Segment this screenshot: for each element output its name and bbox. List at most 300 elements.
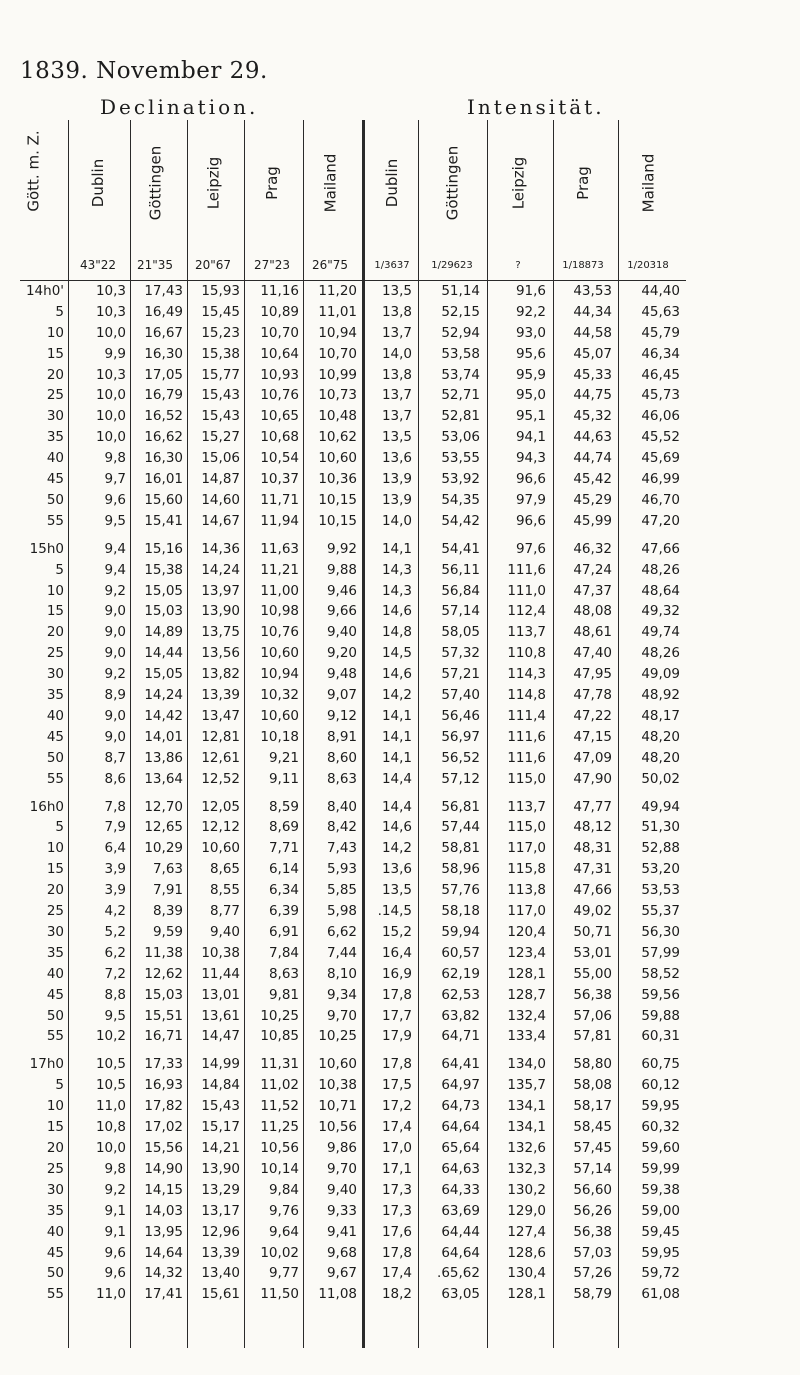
value-cell: 14,6 (381, 603, 412, 619)
value-cell: 15,77 (201, 367, 240, 383)
value-cell: 127,4 (507, 1224, 546, 1240)
value-cell: 56,30 (641, 924, 680, 940)
value-cell: 95,6 (515, 346, 546, 362)
value-cell: 10,94 (318, 325, 357, 341)
value-cell: 56,38 (573, 1224, 612, 1240)
value-cell: 10,32 (260, 687, 299, 703)
value-cell: 13,8 (381, 367, 412, 383)
value-cell: 64,41 (441, 1056, 480, 1072)
value-cell: 16,52 (144, 408, 183, 424)
value-cell: 58,05 (441, 624, 480, 640)
value-cell: 13,40 (201, 1265, 240, 1281)
value-cell: 56,26 (573, 1203, 612, 1219)
value-cell: 59,99 (641, 1161, 680, 1177)
value-cell: 92,2 (515, 304, 546, 320)
value-cell: 6,62 (326, 924, 357, 940)
value-cell: 10,36 (318, 471, 357, 487)
value-cell: 44,75 (573, 387, 612, 403)
value-cell: 9,1 (104, 1224, 126, 1240)
value-cell: 9,6 (104, 1245, 126, 1261)
value-cell: 54,42 (441, 513, 480, 529)
value-cell: 60,32 (641, 1119, 680, 1135)
value-cell: 55,37 (641, 903, 680, 919)
time-cell: 40 (46, 708, 64, 724)
value-cell: 17,05 (144, 367, 183, 383)
column-header-label: Leipzig (204, 156, 223, 209)
column-header-label: Dublin (89, 158, 108, 207)
value-cell: 14,3 (381, 583, 412, 599)
value-cell: 10,68 (260, 429, 299, 445)
value-cell: 47,37 (573, 583, 612, 599)
page-title: 1839. November 29. (20, 58, 268, 84)
column-header-label: Mailand (639, 153, 658, 212)
value-cell: 12,65 (144, 819, 183, 835)
value-cell: 13,95 (144, 1224, 183, 1240)
value-cell: 14,24 (201, 562, 240, 578)
value-cell: 11,08 (318, 1286, 357, 1302)
value-cell: 14,1 (381, 729, 412, 745)
value-cell: 59,72 (641, 1265, 680, 1281)
value-cell: 10,38 (201, 945, 240, 961)
value-cell: 8,63 (268, 966, 299, 982)
value-cell: 57,32 (441, 645, 480, 661)
value-cell: 11,16 (260, 283, 299, 299)
value-cell: 10,2 (95, 1028, 126, 1044)
value-cell: 57,14 (441, 603, 480, 619)
value-cell: 111,6 (507, 750, 546, 766)
value-cell: 14,90 (144, 1161, 183, 1177)
value-cell: 15,27 (201, 429, 240, 445)
value-cell: 45,73 (641, 387, 680, 403)
value-cell: 14,8 (381, 624, 412, 640)
value-cell: 13,7 (381, 325, 412, 341)
value-cell: 46,99 (641, 471, 680, 487)
value-cell: 62,53 (441, 987, 480, 1003)
intensity-group-header: Intensität. (467, 95, 605, 119)
value-cell: 64,73 (441, 1098, 480, 1114)
column-header-label: Gött. m. Z. (25, 129, 44, 212)
time-cell: 10 (46, 840, 64, 856)
value-cell: 111,4 (507, 708, 546, 724)
value-cell: 4,2 (104, 903, 126, 919)
value-cell: 10,71 (318, 1098, 357, 1114)
value-cell: 9,92 (326, 541, 357, 557)
value-cell: 95,0 (515, 387, 546, 403)
value-cell: 15,51 (144, 1008, 183, 1024)
value-cell: 13,7 (381, 387, 412, 403)
value-cell: 46,70 (641, 492, 680, 508)
time-cell: 10 (46, 325, 64, 341)
value-cell: 9,40 (326, 1182, 357, 1198)
value-cell: 9,77 (268, 1265, 299, 1281)
value-cell: 13,47 (201, 708, 240, 724)
value-cell: 13,29 (201, 1182, 240, 1198)
value-cell: 51,14 (441, 283, 480, 299)
value-cell: 13,5 (381, 429, 412, 445)
value-cell: 10,54 (260, 450, 299, 466)
time-cell: 20 (46, 1140, 64, 1156)
value-cell: 111,0 (507, 583, 546, 599)
value-cell: 56,52 (441, 750, 480, 766)
value-cell: 47,15 (573, 729, 612, 745)
time-cell: 16h0 (29, 799, 64, 815)
value-cell: 63,82 (441, 1008, 480, 1024)
value-cell: 15,17 (201, 1119, 240, 1135)
value-cell: 47,09 (573, 750, 612, 766)
value-cell: 5,93 (326, 861, 357, 877)
value-cell: 56,84 (441, 583, 480, 599)
value-cell: 64,63 (441, 1161, 480, 1177)
value-cell: 16,62 (144, 429, 183, 445)
column-header (315, 120, 345, 245)
value-cell: 11,20 (318, 283, 357, 299)
time-cell: 30 (46, 924, 64, 940)
value-cell: 12,05 (201, 799, 240, 815)
value-cell: 49,74 (641, 624, 680, 640)
value-cell: 8,7 (104, 750, 126, 766)
value-cell: 53,55 (441, 450, 480, 466)
value-cell: 49,94 (641, 799, 680, 815)
value-cell: 17,41 (144, 1286, 183, 1302)
time-cell: 15 (46, 861, 64, 877)
value-cell: 14,47 (201, 1028, 240, 1044)
column-header (568, 120, 598, 245)
value-cell: 8,91 (326, 729, 357, 745)
value-cell: 3,9 (104, 882, 126, 898)
time-cell: 50 (46, 492, 64, 508)
value-cell: 13,17 (201, 1203, 240, 1219)
value-cell: 8,40 (326, 799, 357, 815)
time-cell: 45 (46, 1245, 64, 1261)
value-cell: 9,0 (104, 624, 126, 640)
value-cell: 13,8 (381, 304, 412, 320)
value-cell: 53,01 (573, 945, 612, 961)
value-cell: 64,97 (441, 1077, 480, 1093)
value-cell: 17,2 (381, 1098, 412, 1114)
value-cell: 64,71 (441, 1028, 480, 1044)
value-cell: 58,18 (441, 903, 480, 919)
value-cell: 16,4 (381, 945, 412, 961)
value-cell: 49,09 (641, 666, 680, 682)
value-cell: 14,84 (201, 1077, 240, 1093)
value-cell: 53,53 (641, 882, 680, 898)
value-cell: 94,1 (515, 429, 546, 445)
value-cell: 47,66 (573, 882, 612, 898)
time-cell: 35 (46, 945, 64, 961)
value-cell: 14,03 (144, 1203, 183, 1219)
value-cell: 9,66 (326, 603, 357, 619)
value-cell: 9,2 (104, 1182, 126, 1198)
value-cell: 17,8 (381, 1245, 412, 1261)
value-cell: 13,9 (381, 471, 412, 487)
value-cell: 10,0 (95, 1140, 126, 1156)
value-cell: 15,03 (144, 603, 183, 619)
value-cell: 17,33 (144, 1056, 183, 1072)
column-scale-value: 20"67 (194, 258, 232, 272)
value-cell: 48,31 (573, 840, 612, 856)
value-cell: 16,71 (144, 1028, 183, 1044)
value-cell: 17,8 (381, 1056, 412, 1072)
value-cell: 17,4 (381, 1119, 412, 1135)
time-cell: 30 (46, 408, 64, 424)
value-cell: 15,43 (201, 408, 240, 424)
value-cell: 128,6 (507, 1245, 546, 1261)
time-cell: 35 (46, 1203, 64, 1219)
value-cell: 14,1 (381, 708, 412, 724)
column-scale-value: 43"22 (79, 258, 117, 272)
value-cell: 17,7 (381, 1008, 412, 1024)
value-cell: 45,33 (573, 367, 612, 383)
value-cell: 10,56 (260, 1140, 299, 1156)
value-cell: 12,81 (201, 729, 240, 745)
value-cell: 10,0 (95, 408, 126, 424)
value-cell: 45,07 (573, 346, 612, 362)
value-cell: 48,92 (641, 687, 680, 703)
value-cell: 17,4 (381, 1265, 412, 1281)
value-cell: 9,2 (104, 583, 126, 599)
value-cell: 111,6 (507, 562, 546, 578)
value-cell: 9,21 (268, 750, 299, 766)
value-cell: 56,81 (441, 799, 480, 815)
value-cell: 63,69 (441, 1203, 480, 1219)
value-cell: 58,96 (441, 861, 480, 877)
value-cell: 59,95 (641, 1245, 680, 1261)
value-cell: 10,0 (95, 429, 126, 445)
value-cell: 17,8 (381, 987, 412, 1003)
column-scale-value: ? (515, 260, 521, 271)
value-cell: 11,71 (260, 492, 299, 508)
value-cell: 44,40 (641, 283, 680, 299)
value-cell: 47,31 (573, 861, 612, 877)
time-cell: 14h0' (25, 283, 64, 299)
time-cell: 50 (46, 1008, 64, 1024)
value-cell: 135,7 (507, 1077, 546, 1093)
value-cell: 130,2 (507, 1182, 546, 1198)
time-cell: 55 (46, 771, 64, 787)
value-cell: 64,64 (441, 1119, 480, 1135)
value-cell: 10,25 (318, 1028, 357, 1044)
column-scale-value: 1/29623 (431, 260, 473, 271)
value-cell: 58,45 (573, 1119, 612, 1135)
value-cell: 10,62 (318, 429, 357, 445)
value-cell: 59,60 (641, 1140, 680, 1156)
value-cell: 17,43 (144, 283, 183, 299)
value-cell: 57,99 (641, 945, 680, 961)
value-cell: 16,01 (144, 471, 183, 487)
value-cell: 63,05 (441, 1286, 480, 1302)
value-cell: 115,0 (507, 771, 546, 787)
value-cell: 123,4 (507, 945, 546, 961)
value-cell: 47,24 (573, 562, 612, 578)
value-cell: 53,92 (441, 471, 480, 487)
value-cell: 11,50 (260, 1286, 299, 1302)
value-cell: 97,9 (515, 492, 546, 508)
value-cell: 6,4 (104, 840, 126, 856)
value-cell: 9,33 (326, 1203, 357, 1219)
value-cell: 58,80 (573, 1056, 612, 1072)
value-cell: 10,0 (95, 387, 126, 403)
value-cell: 96,6 (515, 471, 546, 487)
column-scale-value: 26"75 (311, 258, 349, 272)
value-cell: 9,88 (326, 562, 357, 578)
value-cell: 48,17 (641, 708, 680, 724)
value-cell: 47,78 (573, 687, 612, 703)
value-cell: 10,89 (260, 304, 299, 320)
value-cell: 44,74 (573, 450, 612, 466)
value-cell: 8,55 (209, 882, 240, 898)
value-cell: 9,59 (152, 924, 183, 940)
value-cell: 117,0 (507, 903, 546, 919)
value-cell: 54,35 (441, 492, 480, 508)
value-cell: 16,9 (381, 966, 412, 982)
value-cell: 9,6 (104, 1265, 126, 1281)
value-cell: 9,67 (326, 1265, 357, 1281)
column-header (257, 120, 287, 245)
value-cell: 9,41 (326, 1224, 357, 1240)
column-scale-value: 1/18873 (562, 260, 604, 271)
value-cell: 11,0 (95, 1098, 126, 1114)
value-cell: 93,0 (515, 325, 546, 341)
value-cell: 50,02 (641, 771, 680, 787)
value-cell: 46,32 (573, 541, 612, 557)
declination-group-header: Declination. (100, 95, 259, 119)
value-cell: 56,11 (441, 562, 480, 578)
value-cell: 14,01 (144, 729, 183, 745)
column-header (503, 120, 533, 245)
value-cell: 17,6 (381, 1224, 412, 1240)
value-cell: 13,56 (201, 645, 240, 661)
value-cell: 57,06 (573, 1008, 612, 1024)
time-cell: 20 (46, 882, 64, 898)
value-cell: 15,56 (144, 1140, 183, 1156)
value-cell: 45,52 (641, 429, 680, 445)
value-cell: 47,66 (641, 541, 680, 557)
value-cell: 5,98 (326, 903, 357, 919)
value-cell: 17,3 (381, 1203, 412, 1219)
value-cell: 10,98 (260, 603, 299, 619)
value-cell: 13,6 (381, 450, 412, 466)
value-cell: 97,6 (515, 541, 546, 557)
value-cell: 6,2 (104, 945, 126, 961)
value-cell: 13,39 (201, 1245, 240, 1261)
time-cell: 50 (46, 750, 64, 766)
value-cell: 58,17 (573, 1098, 612, 1114)
value-cell: 17,5 (381, 1077, 412, 1093)
value-cell: 15,60 (144, 492, 183, 508)
time-cell: 55 (46, 513, 64, 529)
value-cell: 61,08 (641, 1286, 680, 1302)
value-cell: 46,34 (641, 346, 680, 362)
value-cell: 9,1 (104, 1203, 126, 1219)
time-cell: 10 (46, 1098, 64, 1114)
value-cell: 13,5 (381, 882, 412, 898)
value-cell: 9,5 (104, 1008, 126, 1024)
time-cell: 15 (46, 1119, 64, 1135)
value-cell: 13,01 (201, 987, 240, 1003)
value-cell: 14,21 (201, 1140, 240, 1156)
value-cell: 57,40 (441, 687, 480, 703)
value-cell: 13,39 (201, 687, 240, 703)
value-cell: 8,42 (326, 819, 357, 835)
value-cell: 10,99 (318, 367, 357, 383)
value-cell: 113,7 (507, 799, 546, 815)
value-cell: 132,6 (507, 1140, 546, 1156)
value-cell: 45,99 (573, 513, 612, 529)
value-cell: 64,33 (441, 1182, 480, 1198)
time-cell: 45 (46, 471, 64, 487)
time-cell: 40 (46, 450, 64, 466)
value-cell: 13,97 (201, 583, 240, 599)
value-cell: 9,48 (326, 666, 357, 682)
value-cell: 10,3 (95, 283, 126, 299)
value-cell: 48,20 (641, 750, 680, 766)
value-cell: 9,86 (326, 1140, 357, 1156)
value-cell: 15,93 (201, 283, 240, 299)
value-cell: 10,60 (260, 645, 299, 661)
column-scale-value: 27"23 (253, 258, 291, 272)
value-cell: 15,45 (201, 304, 240, 320)
value-cell: 9,40 (209, 924, 240, 940)
value-cell: 45,42 (573, 471, 612, 487)
value-cell: 114,8 (507, 687, 546, 703)
value-cell: 128,1 (507, 1286, 546, 1302)
value-cell: 48,12 (573, 819, 612, 835)
time-cell: 15 (46, 346, 64, 362)
value-cell: 11,44 (201, 966, 240, 982)
value-cell: 14,6 (381, 819, 412, 835)
value-cell: 16,93 (144, 1077, 183, 1093)
time-cell: 30 (46, 1182, 64, 1198)
value-cell: 62,19 (441, 966, 480, 982)
value-cell: 14,2 (381, 687, 412, 703)
value-cell: 95,1 (515, 408, 546, 424)
value-cell: 17,9 (381, 1028, 412, 1044)
value-cell: 57,12 (441, 771, 480, 787)
value-cell: 11,31 (260, 1056, 299, 1072)
value-cell: 132,3 (507, 1161, 546, 1177)
value-cell: 9,40 (326, 624, 357, 640)
value-cell: 10,76 (260, 387, 299, 403)
value-cell: 10,5 (95, 1056, 126, 1072)
value-cell: 134,1 (507, 1098, 546, 1114)
time-cell: 25 (46, 903, 64, 919)
time-cell: 10 (46, 583, 64, 599)
time-cell: 5 (55, 562, 64, 578)
value-cell: 10,25 (260, 1008, 299, 1024)
value-cell: 12,52 (201, 771, 240, 787)
value-cell: 8,65 (209, 861, 240, 877)
value-cell: 14,87 (201, 471, 240, 487)
time-cell: 25 (46, 1161, 64, 1177)
value-cell: 6,39 (268, 903, 299, 919)
value-cell: 128,1 (507, 966, 546, 982)
value-cell: 7,9 (104, 819, 126, 835)
value-cell: 14,5 (381, 645, 412, 661)
value-cell: 15,43 (201, 1098, 240, 1114)
value-cell: 11,21 (260, 562, 299, 578)
value-cell: 9,8 (104, 1161, 126, 1177)
column-rule (618, 120, 619, 1348)
value-cell: 110,8 (507, 645, 546, 661)
value-cell: 13,6 (381, 861, 412, 877)
value-cell: 8,10 (326, 966, 357, 982)
value-cell: 14,36 (201, 541, 240, 557)
value-cell: 14,15 (144, 1182, 183, 1198)
value-cell: 14,24 (144, 687, 183, 703)
value-cell: 10,29 (144, 840, 183, 856)
value-cell: 9,81 (268, 987, 299, 1003)
value-cell: 14,1 (381, 541, 412, 557)
